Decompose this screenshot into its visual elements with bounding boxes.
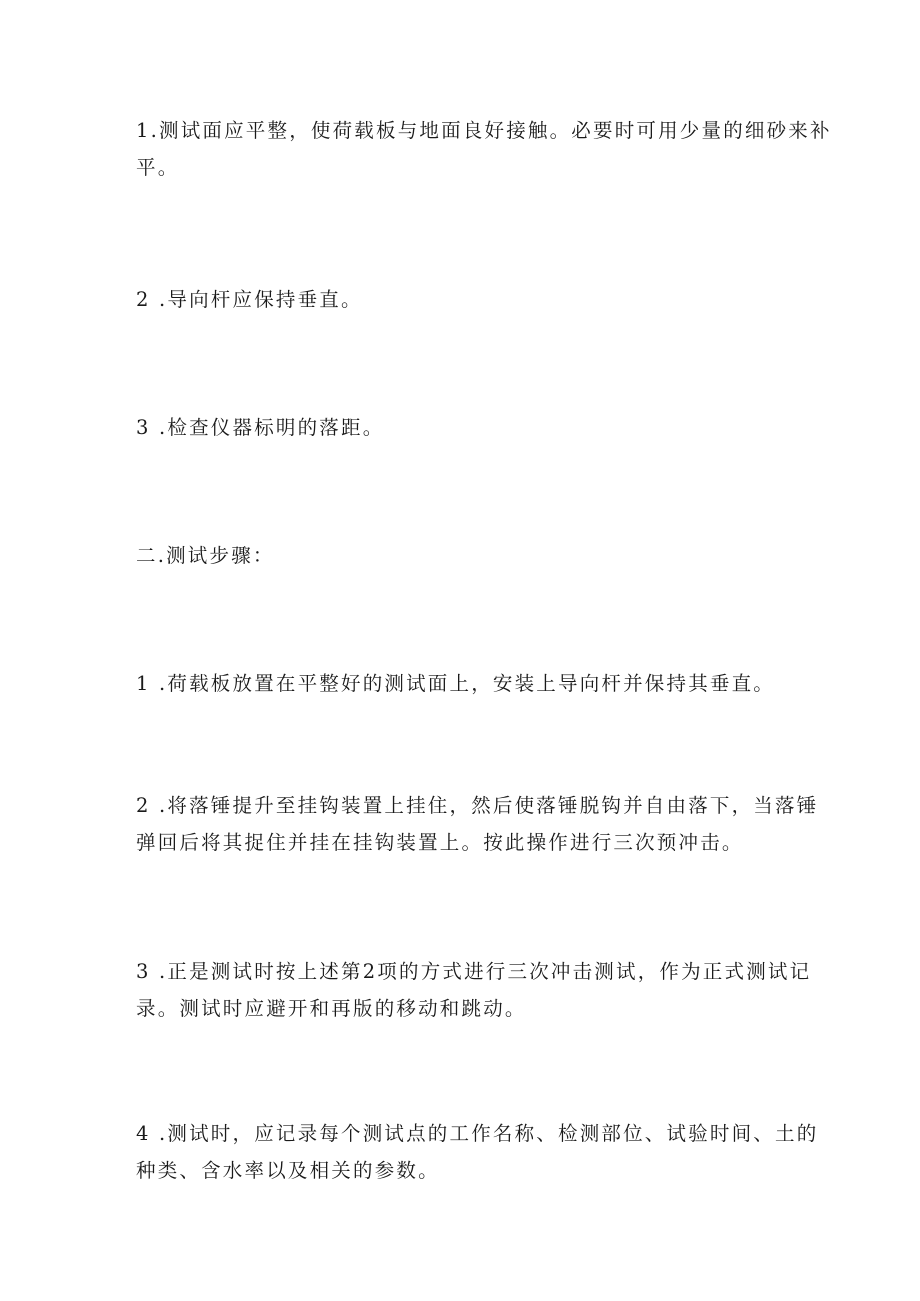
text-line: 3 .检查仪器标明的落距。 [136, 416, 385, 439]
paragraph-step-1 [136, 665, 786, 702]
paragraph-prep-2 [136, 281, 786, 318]
text-line: 4 .测试时，应记录每个测试点的工作名称、检测部位、试验时间、土的 [136, 1122, 819, 1145]
text-line: 3 .正是测试时按上述第2项的方式进行三次冲击测试，作为正式测试记 [136, 960, 812, 983]
text-line: 弹回后将其捉住并挂在挂钩装置上。按此操作进行三次预冲击。 [136, 831, 744, 854]
paragraph-prep-3 [136, 409, 786, 446]
section-heading [136, 537, 786, 574]
paragraph-step-3 [136, 953, 812, 1027]
text-line: 2 .将落锤提升至挂钩装置上挂住，然后使落锤脱钩并自由落下，当落锤 [136, 794, 819, 817]
text-line: 1 .荷载板放置在平整好的测试面上，安装上导向杆并保持其垂直。 [136, 672, 776, 695]
text-line: 2 .导向杆应保持垂直。 [136, 288, 363, 311]
text-line: 录。测试时应避开和再版的移动和跳动。 [136, 997, 527, 1020]
text-line: 平。 [136, 156, 180, 179]
paragraph-step-4 [136, 1115, 819, 1189]
text-line: 1.测试面应平整，使荷载板与地面良好接触。必要时可用少量的细砂来补 [136, 119, 832, 142]
paragraph-prep-1 [136, 112, 832, 186]
paragraph-step-2 [136, 787, 819, 861]
text-line: 种类、含水率以及相关的参数。 [136, 1159, 440, 1182]
heading-text: 二.测试步骤： [136, 544, 275, 567]
